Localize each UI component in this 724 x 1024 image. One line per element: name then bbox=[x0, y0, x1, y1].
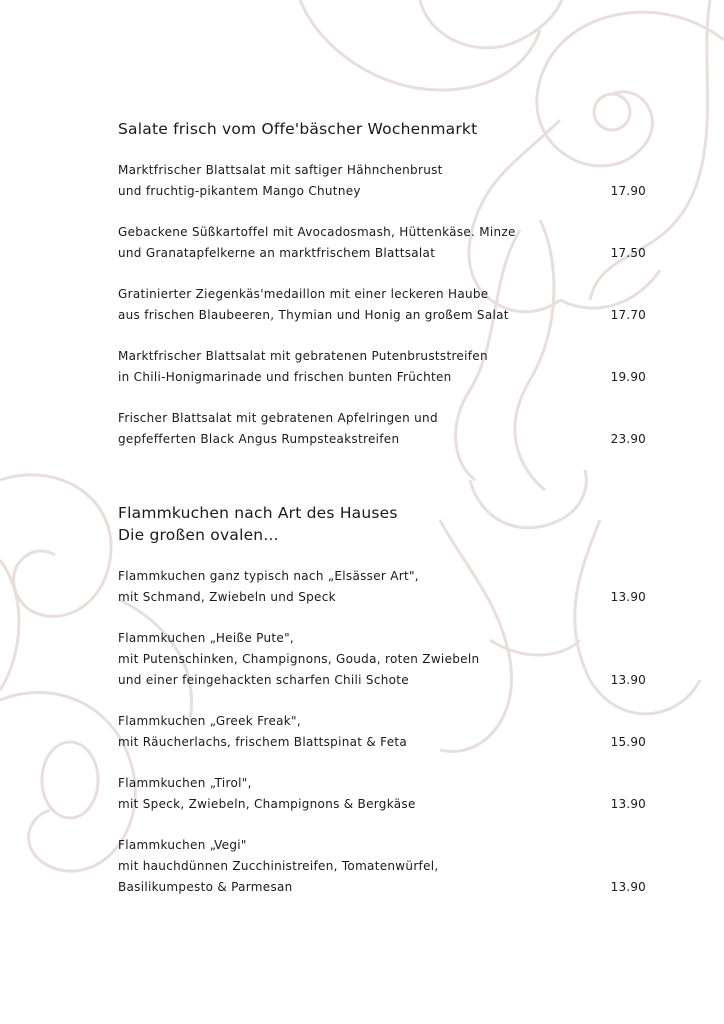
item-line: Flammkuchen „Vegi" bbox=[118, 838, 247, 852]
salad-items bbox=[118, 160, 648, 450]
item-line: und fruchtig-pikantem Mango Chutney bbox=[118, 184, 361, 198]
item-line: und Granatapfelkerne an marktfrischem Blattsalat bbox=[118, 246, 436, 260]
item-line: Gebackene Süßkartoffel mit Avocadosmash, Hüttenkäse. Minze bbox=[118, 225, 516, 239]
menu-content bbox=[118, 118, 648, 918]
section-title-flammkuchen bbox=[118, 502, 648, 546]
item-line: mit Räucherlachs, frischem Blattspinat & Feta bbox=[118, 735, 408, 749]
item-line: gepfefferten Black Angus Rumpsteakstreifen bbox=[118, 432, 400, 446]
item-price: 13.90 bbox=[610, 797, 646, 811]
menu-item bbox=[118, 628, 648, 691]
menu-item bbox=[118, 346, 648, 388]
item-line: Flammkuchen „Tirol", bbox=[118, 776, 252, 790]
flammkuchen-items bbox=[118, 566, 648, 898]
item-price: 19.90 bbox=[610, 370, 646, 384]
menu-item bbox=[118, 711, 648, 753]
item-price: 13.90 bbox=[610, 880, 646, 894]
item-line: Flammkuchen „Greek Freak", bbox=[118, 714, 301, 728]
item-line: in Chili-Honigmarinade und frischen bunten Früchten bbox=[118, 370, 452, 384]
section-title-salads bbox=[118, 118, 648, 140]
item-line: mit Schmand, Zwiebeln und Speck bbox=[118, 590, 336, 604]
section-title-line: Flammkuchen nach Art des Hauses bbox=[118, 504, 398, 522]
menu-item bbox=[118, 566, 648, 608]
salad-section bbox=[118, 118, 648, 450]
item-line: Frischer Blattsalat mit gebratenen Apfelringen und bbox=[118, 411, 438, 425]
flammkuchen-section bbox=[118, 502, 648, 898]
item-price: 17.50 bbox=[610, 246, 646, 260]
menu-item bbox=[118, 284, 648, 326]
menu-item bbox=[118, 773, 648, 815]
item-line: Basilikumpesto & Parmesan bbox=[118, 880, 293, 894]
item-line: mit hauchdünnen Zucchinistreifen, Tomatenwürfel, bbox=[118, 859, 439, 873]
menu-item bbox=[118, 408, 648, 450]
menu-item bbox=[118, 835, 648, 898]
item-line: mit Speck, Zwiebeln, Champignons & Bergkäse bbox=[118, 797, 416, 811]
item-price: 23.90 bbox=[610, 432, 646, 446]
menu-item bbox=[118, 222, 648, 264]
item-price: 15.90 bbox=[610, 735, 646, 749]
item-price: 13.90 bbox=[610, 590, 646, 604]
item-line: Marktfrischer Blattsalat mit saftiger Hähnchenbrust bbox=[118, 163, 443, 177]
item-line: Flammkuchen „Heiße Pute", bbox=[118, 631, 294, 645]
menu-item bbox=[118, 160, 648, 202]
item-line: aus frischen Blaubeeren, Thymian und Honig an großem Salat bbox=[118, 308, 509, 322]
item-price: 17.90 bbox=[610, 184, 646, 198]
section-title-line: Salate frisch vom Offe'bäscher Wochenmarkt bbox=[118, 120, 478, 138]
item-line: Gratinierter Ziegenkäs'medaillon mit einer leckeren Haube bbox=[118, 287, 489, 301]
section-subtitle-line: Die großen ovalen... bbox=[118, 526, 279, 544]
item-line: mit Putenschinken, Champignons, Gouda, roten Zwiebeln bbox=[118, 652, 480, 666]
item-price: 17.70 bbox=[610, 308, 646, 322]
item-line: und einer feingehackten scharfen Chili Schote bbox=[118, 673, 409, 687]
item-line: Marktfrischer Blattsalat mit gebratenen Putenbruststreifen bbox=[118, 349, 488, 363]
item-line: Flammkuchen ganz typisch nach „Elsässer Art", bbox=[118, 569, 419, 583]
item-price: 13.90 bbox=[610, 673, 646, 687]
